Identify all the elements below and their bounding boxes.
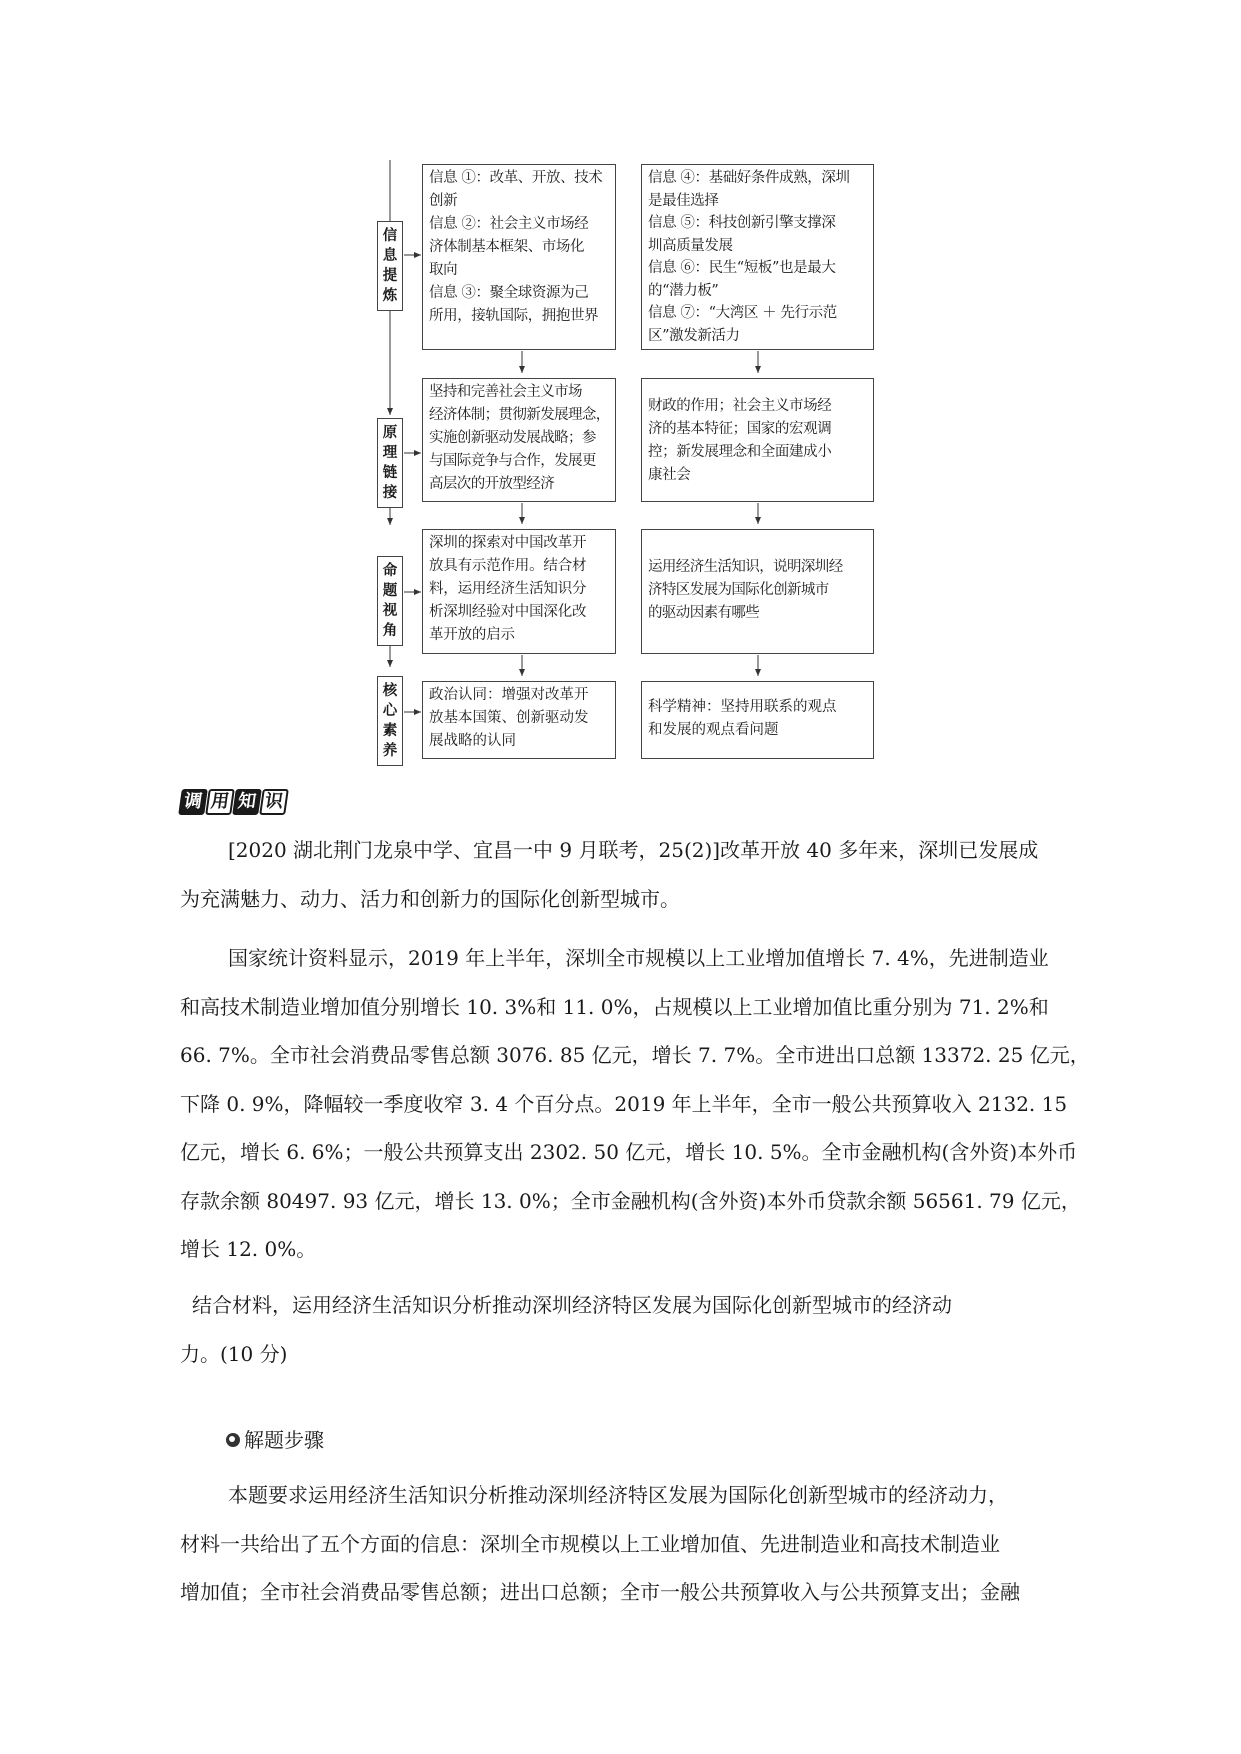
solution-steps-heading: 解题步骤 <box>226 1425 324 1455</box>
question-prompt-paragraph: 结合材料，运用经济生活知识分析推动深圳经济特区发展为国际化创新型城市的经济动 力。(10 分) <box>180 1293 952 1366</box>
badge-char: 用 <box>205 789 235 815</box>
material-paragraph: 国家统计资料显示，2019 年上半年，深圳全市规模以上工业增加值增长 7. 4%，先进制造业 和高技术制造业增加值分别增长 10. 3%和 11. 0%，占规模以上工业增加值比重分别为 71. 2%和 66. 7%。全市社会消费品零售总额 3076. 85 亿元，增长 7. 7%。全市进出口总额 13372. 25 亿元， 下降 0. 9%，降幅较一季度收窄 3. 4 个百分点。2019 年上半年，全市一般公共预算收入 2132. 15 亿元，增长 6. 6%；一般公共预算支出 2302. 50 亿元，增长 10. 5%。全市金融机构(含外资)本外币 存款余额 80497. 93 亿元，增长 13. 0%；全市金融机构(含外资)本外币贷款余额 56561. 79 亿元， 增长 12. 0%。 <box>180 946 1090 1261</box>
badge-char: 知 <box>232 789 262 815</box>
row2-right-box: 财政的作用；社会主义市场经 济的基本特征；国家的宏观调 控；新发展理念和全面建成小 康社会 <box>641 378 874 502</box>
row1-right-box: 信息 ④：基础好条件成熟，深圳 是最佳选择 信息 ⑤：科技创新引擎支撑深 圳高质量发展 信息 ⑥：民生“短板”也是最大 的“潜力板” 信息 ⑦：“大湾区 ＋ 先行示范 区”激发新活力 <box>641 164 874 350</box>
row4-right-box: 科学精神：坚持用联系的观点 和发展的观点看问题 <box>641 681 874 759</box>
badge-char: 识 <box>259 789 289 815</box>
target-icon <box>226 1433 240 1447</box>
row1-left-box: 信息 ①：改革、开放、技术 创新 信息 ②：社会主义市场经 济体制基本框架、市场化 取向 信息 ③：聚全球资源为己 所用，接轨国际，拥抱世界 <box>422 164 616 350</box>
category-question-angle: 命 题 视 角 <box>377 556 403 646</box>
question-source-paragraph: [2020 湖北荆门龙泉中学、宜昌一中 9 月联考，25(2)]改革开放 40 多年来，深圳已发展成 为充满魅力、动力、活力和创新力的国际化创新型城市。 <box>180 838 1039 911</box>
row3-left-box: 深圳的探索对中国改革开 放具有示范作用。结合材 料，运用经济生活知识分 析深圳经验对中国深化改 革开放的启示 <box>422 529 616 654</box>
category-info-extraction: 信 息 提 炼 <box>377 221 403 311</box>
badge-char: 调 <box>178 789 208 815</box>
row4-left-box: 政治认同：增强对改革开 放基本国策、创新驱动发 展战略的认同 <box>422 681 616 759</box>
row3-right-box: 运用经济生活知识，说明深圳经 济特区发展为国际化创新城市 的驱动因素有哪些 <box>641 529 874 654</box>
section-heading-badge <box>180 789 288 815</box>
row2-left-box: 坚持和完善社会主义市场 经济体制；贯彻新发展理念， 实施创新驱动发展战略；参 与国际竞争与合作，发展更 高层次的开放型经济 <box>422 378 616 502</box>
category-core-literacy: 核 心 素 养 <box>377 676 403 766</box>
solution-paragraph: 本题要求运用经济生活知识分析推动深圳经济特区发展为国际化创新型城市的经济动力， 材料一共给出了五个方面的信息：深圳全市规模以上工业增加值、先进制造业和高技术制造业 增加值；全市社会消费品零售总额；进出口总额；全市一般公共预算收入与公共预算支出；金融 <box>180 1483 1020 1604</box>
category-principle-link: 原 理 链 接 <box>377 418 403 508</box>
analysis-flowchart <box>0 0 1241 770</box>
flowchart-connectors <box>0 0 1241 770</box>
